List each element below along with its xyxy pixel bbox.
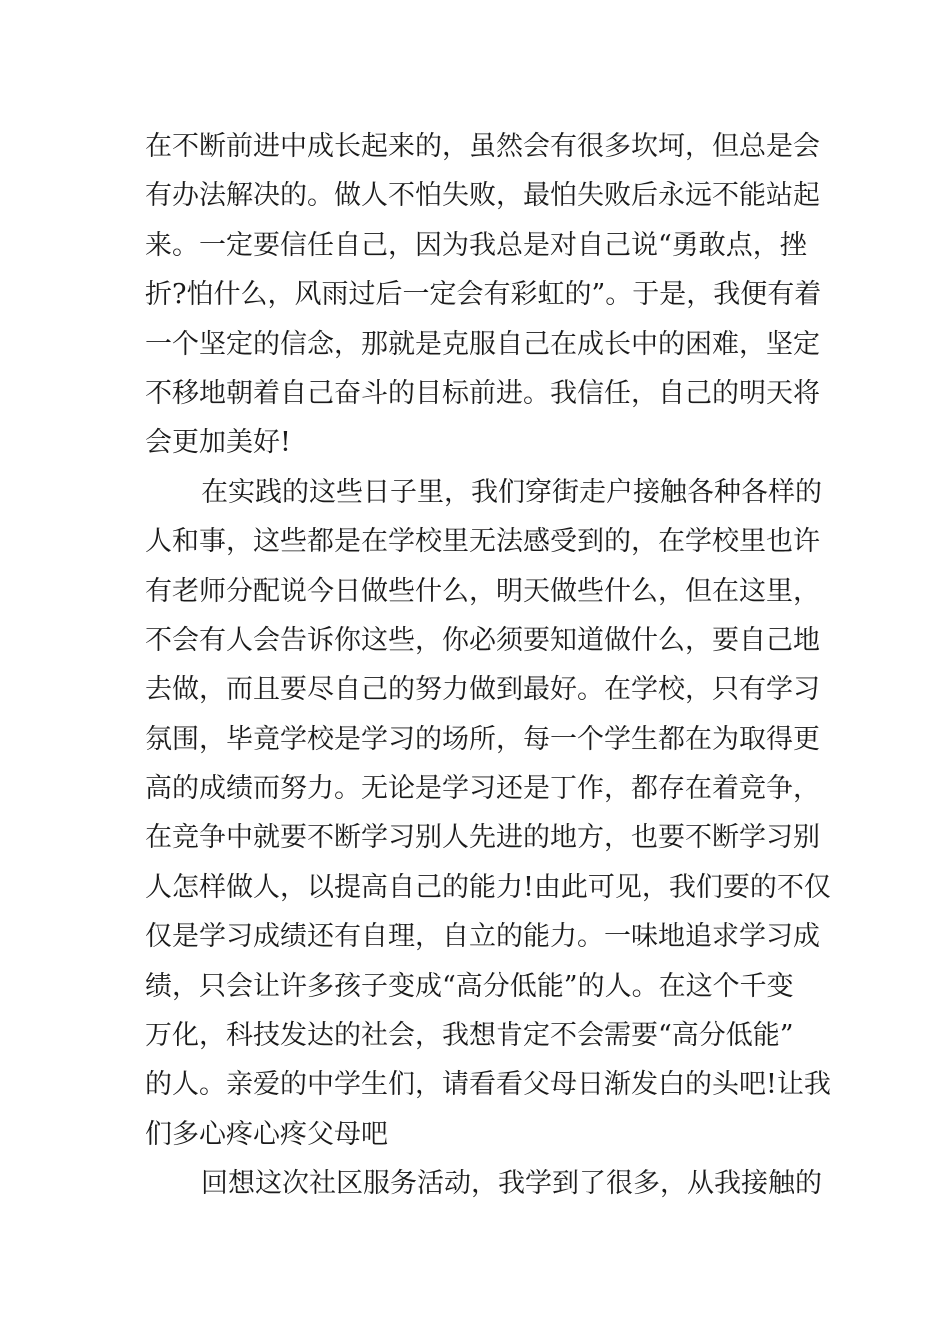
text-line: 仅是学习成绩还有自理，自立的能力。一味地追求学习成 [145, 921, 820, 953]
text-line: 不移地朝着自己奋斗的目标前进。我信任，自己的明天将 [145, 377, 820, 409]
text-line: 氛围，毕竟学校是学习的场所，每一个学生都在为取得更 [145, 723, 820, 755]
text-line: 折?怕什么，风雨过后一定会有彩虹的”。于是，我便有着 [145, 279, 822, 311]
text-line: 来。一定要信任自己，因为我总是对自己说“勇敢点，挫 [145, 229, 807, 261]
text-line: 有老师分配说今日做些什么，明天做些什么，但在这里， [145, 575, 820, 607]
text-line: 会更加美好! [145, 427, 291, 459]
text-line: 们多心疼心疼父母吧 [145, 1118, 388, 1150]
document-body [145, 122, 831, 1209]
text-line: 高的成绩而努力。无论是学习还是丁作，都存在着竞争， [145, 773, 820, 805]
text-line: 在不断前进中成长起来的，虽然会有很多坎坷，但总是会 [145, 131, 820, 162]
text-line: 绩，只会让许多孩子变成“高分低能”的人。在这个千变 [145, 970, 794, 1002]
paragraph-first-line: 在实践的这些日子里，我们穿街走户接触各种各样的 [201, 476, 822, 508]
text-line: 去做，而且要尽自己的努力做到最好。在学校，只有学习 [145, 674, 820, 706]
text-line: 在竞争中就要不断学习别人先进的地方，也要不断学习别 [145, 822, 820, 854]
text-line: 人和事，这些都是在学校里无法感受到的，在学校里也许 [145, 526, 820, 558]
text-line: 万化，科技发达的社会，我想肯定不会需要“高分低能” [145, 1020, 794, 1052]
text-line: 不会有人会告诉你这些，你必须要知道做什么，要自己地 [145, 624, 820, 656]
paragraph-first-line: 回想这次社区服务活动，我学到了很多，从我接触的 [201, 1168, 822, 1200]
text-line: 有办法解决的。做人不怕失败，最怕失败后永远不能站起 [145, 180, 820, 212]
text-line: 的人。亲爱的中学生们，请看看父母日渐发白的头吧!让我 [145, 1069, 831, 1101]
text-line: 人怎样做人，以提高自己的能力!由此可见，我们要的不仅 [145, 871, 831, 903]
text-line: 一个坚定的信念，那就是克服自己在成长中的困难，坚定 [145, 328, 820, 360]
